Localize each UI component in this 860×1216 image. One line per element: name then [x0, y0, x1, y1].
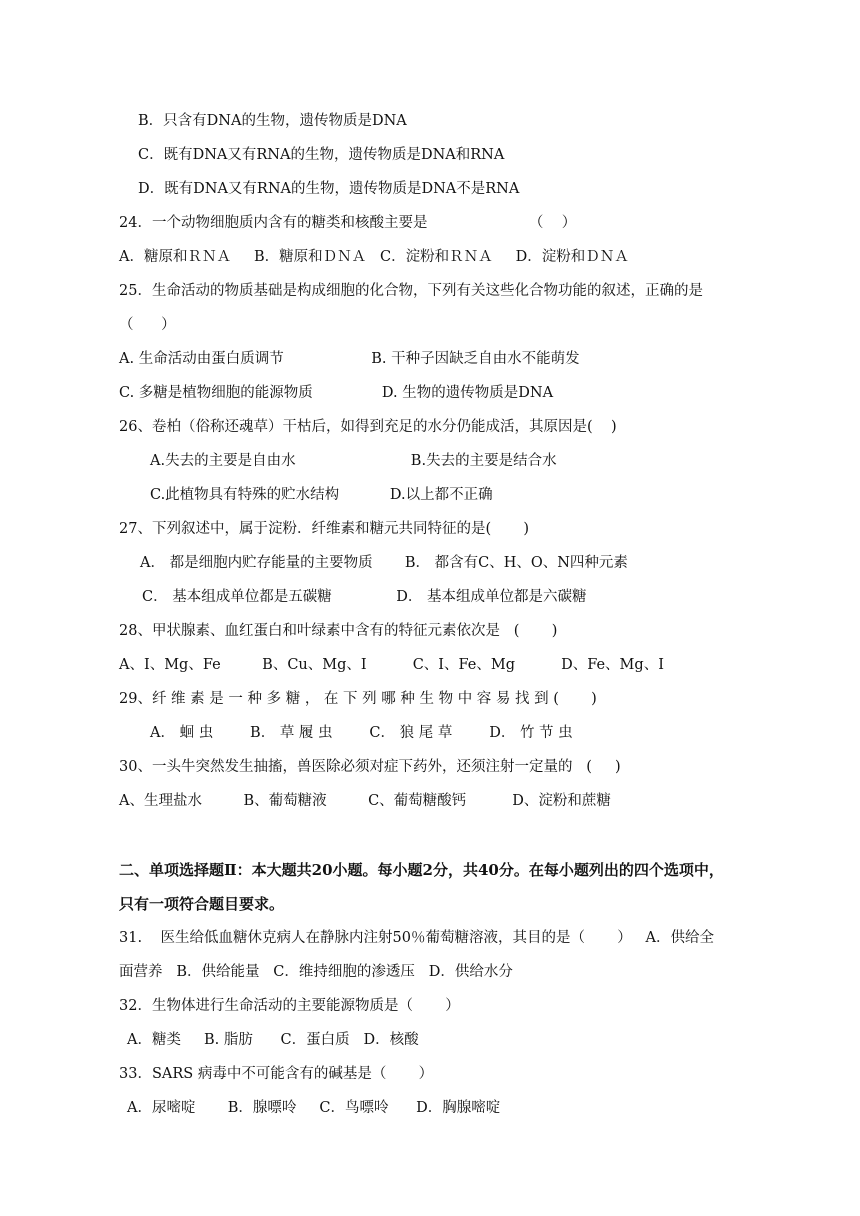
q25-bracket: （ ） [119, 317, 176, 333]
q33-options: A．尿嘧啶 B．腺嘌呤 C．鸟嘌呤 D．胸腺嘧啶 [127, 1100, 501, 1116]
q28-stem: 28、甲状腺素、血红蛋白和叶绿素中含有的特征元素依次是 ( ) [119, 623, 558, 639]
q28-options: A、I、Mg、Fe B、Cu、Mg、I C、I、Fe、Mg D、Fe、Mg、I [119, 657, 664, 673]
q27-options-cd: C． 基本组成单位都是五碳糖 D． 基本组成单位都是六碳糖 [142, 589, 587, 605]
q26-stem: 26、卷柏（俗称还魂草）干枯后，如得到充足的水分仍能成活，其原因是( ) [119, 419, 617, 435]
q31-stem: 31. 医生给低血糖休克病人在静脉内注射50％葡萄糖溶液，其目的是（ ） A．供给全 [119, 930, 715, 946]
q25-options-cd: C. 多糖是植物细胞的能源物质 D. 生物的遗传物质是DNA [119, 385, 554, 401]
q25-stem: 25．生命活动的物质基础是构成细胞的化合物，下列有关这些化合物功能的叙述，正确的是 [119, 283, 703, 299]
q27-options-ab: A． 都是细胞内贮存能量的主要物质 B． 都含有C、H、O、N四种元素 [140, 555, 628, 571]
q25-options-ab: A. 生命活动由蛋白质调节 B. 干种子因缺乏自由水不能萌发 [119, 351, 580, 367]
q27-stem: 27、下列叙述中，属于淀粉．纤维素和糖元共同特征的是( ) [119, 521, 530, 537]
q32-options: A．糖类 B. 脂肪 C．蛋白质 D．核酸 [127, 1032, 419, 1048]
q23-option-c: C．既有DNA又有RNA的生物，遗传物质是DNA和RNA [138, 147, 505, 163]
q26-options-ab: A.失去的主要是自由水 B.失去的主要是结合水 [150, 453, 557, 469]
section-heading: 二、单项选择题Ⅱ：本大题共20小题。每小题2分，共40分。在每小题列出的四个选项中， [119, 861, 724, 879]
q33-stem: 33．SARS 病毒中不可能含有的碱基是（ ） [119, 1066, 434, 1082]
q23-option-b: B．只含有DNA的生物，遗传物质是DNA [138, 113, 407, 129]
q29-options: A． 蛔 虫 B． 草 履 虫 C． 狼 尾 草 D． 竹 节 虫 [150, 725, 573, 741]
q31-options: 面营养 B．供给能量 C．维持细胞的渗透压 D．供给水分 [119, 964, 513, 980]
q32-stem: 32．生物体进行生命活动的主要能源物质是（ ） [119, 998, 460, 1014]
q24-stem: 24．一个动物细胞质内含有的糖类和核酸主要是 （ ） [119, 215, 577, 231]
q26-options-cd: C.此植物具有特殊的贮水结构 D.以上都不正确 [150, 487, 493, 503]
q29-stem: 29、纤 维 素 是 一 种 多 糖 ， 在 下 列 哪 种 生 物 中 容 易 找 到 ( ) [119, 691, 597, 707]
q30-stem: 30、一头牛突然发生抽搐，兽医除必须对症下药外，还须注射一定量的 ( ) [119, 759, 621, 775]
section-heading-cont: 只有一项符合题目要求。 [119, 895, 285, 913]
q30-options: A、生理盐水 B、葡萄糖液 C、葡萄糖酸钙 D、淀粉和蔗糖 [119, 793, 611, 809]
q24-options: A．糖原和ＲＮＡ B．糖原和ＤＮＡ C．淀粉和ＲＮＡ D．淀粉和ＤＮＡ [119, 249, 629, 265]
q23-option-d: D．既有DNA又有RNA的生物，遗传物质是DNA不是RNA [138, 181, 520, 197]
